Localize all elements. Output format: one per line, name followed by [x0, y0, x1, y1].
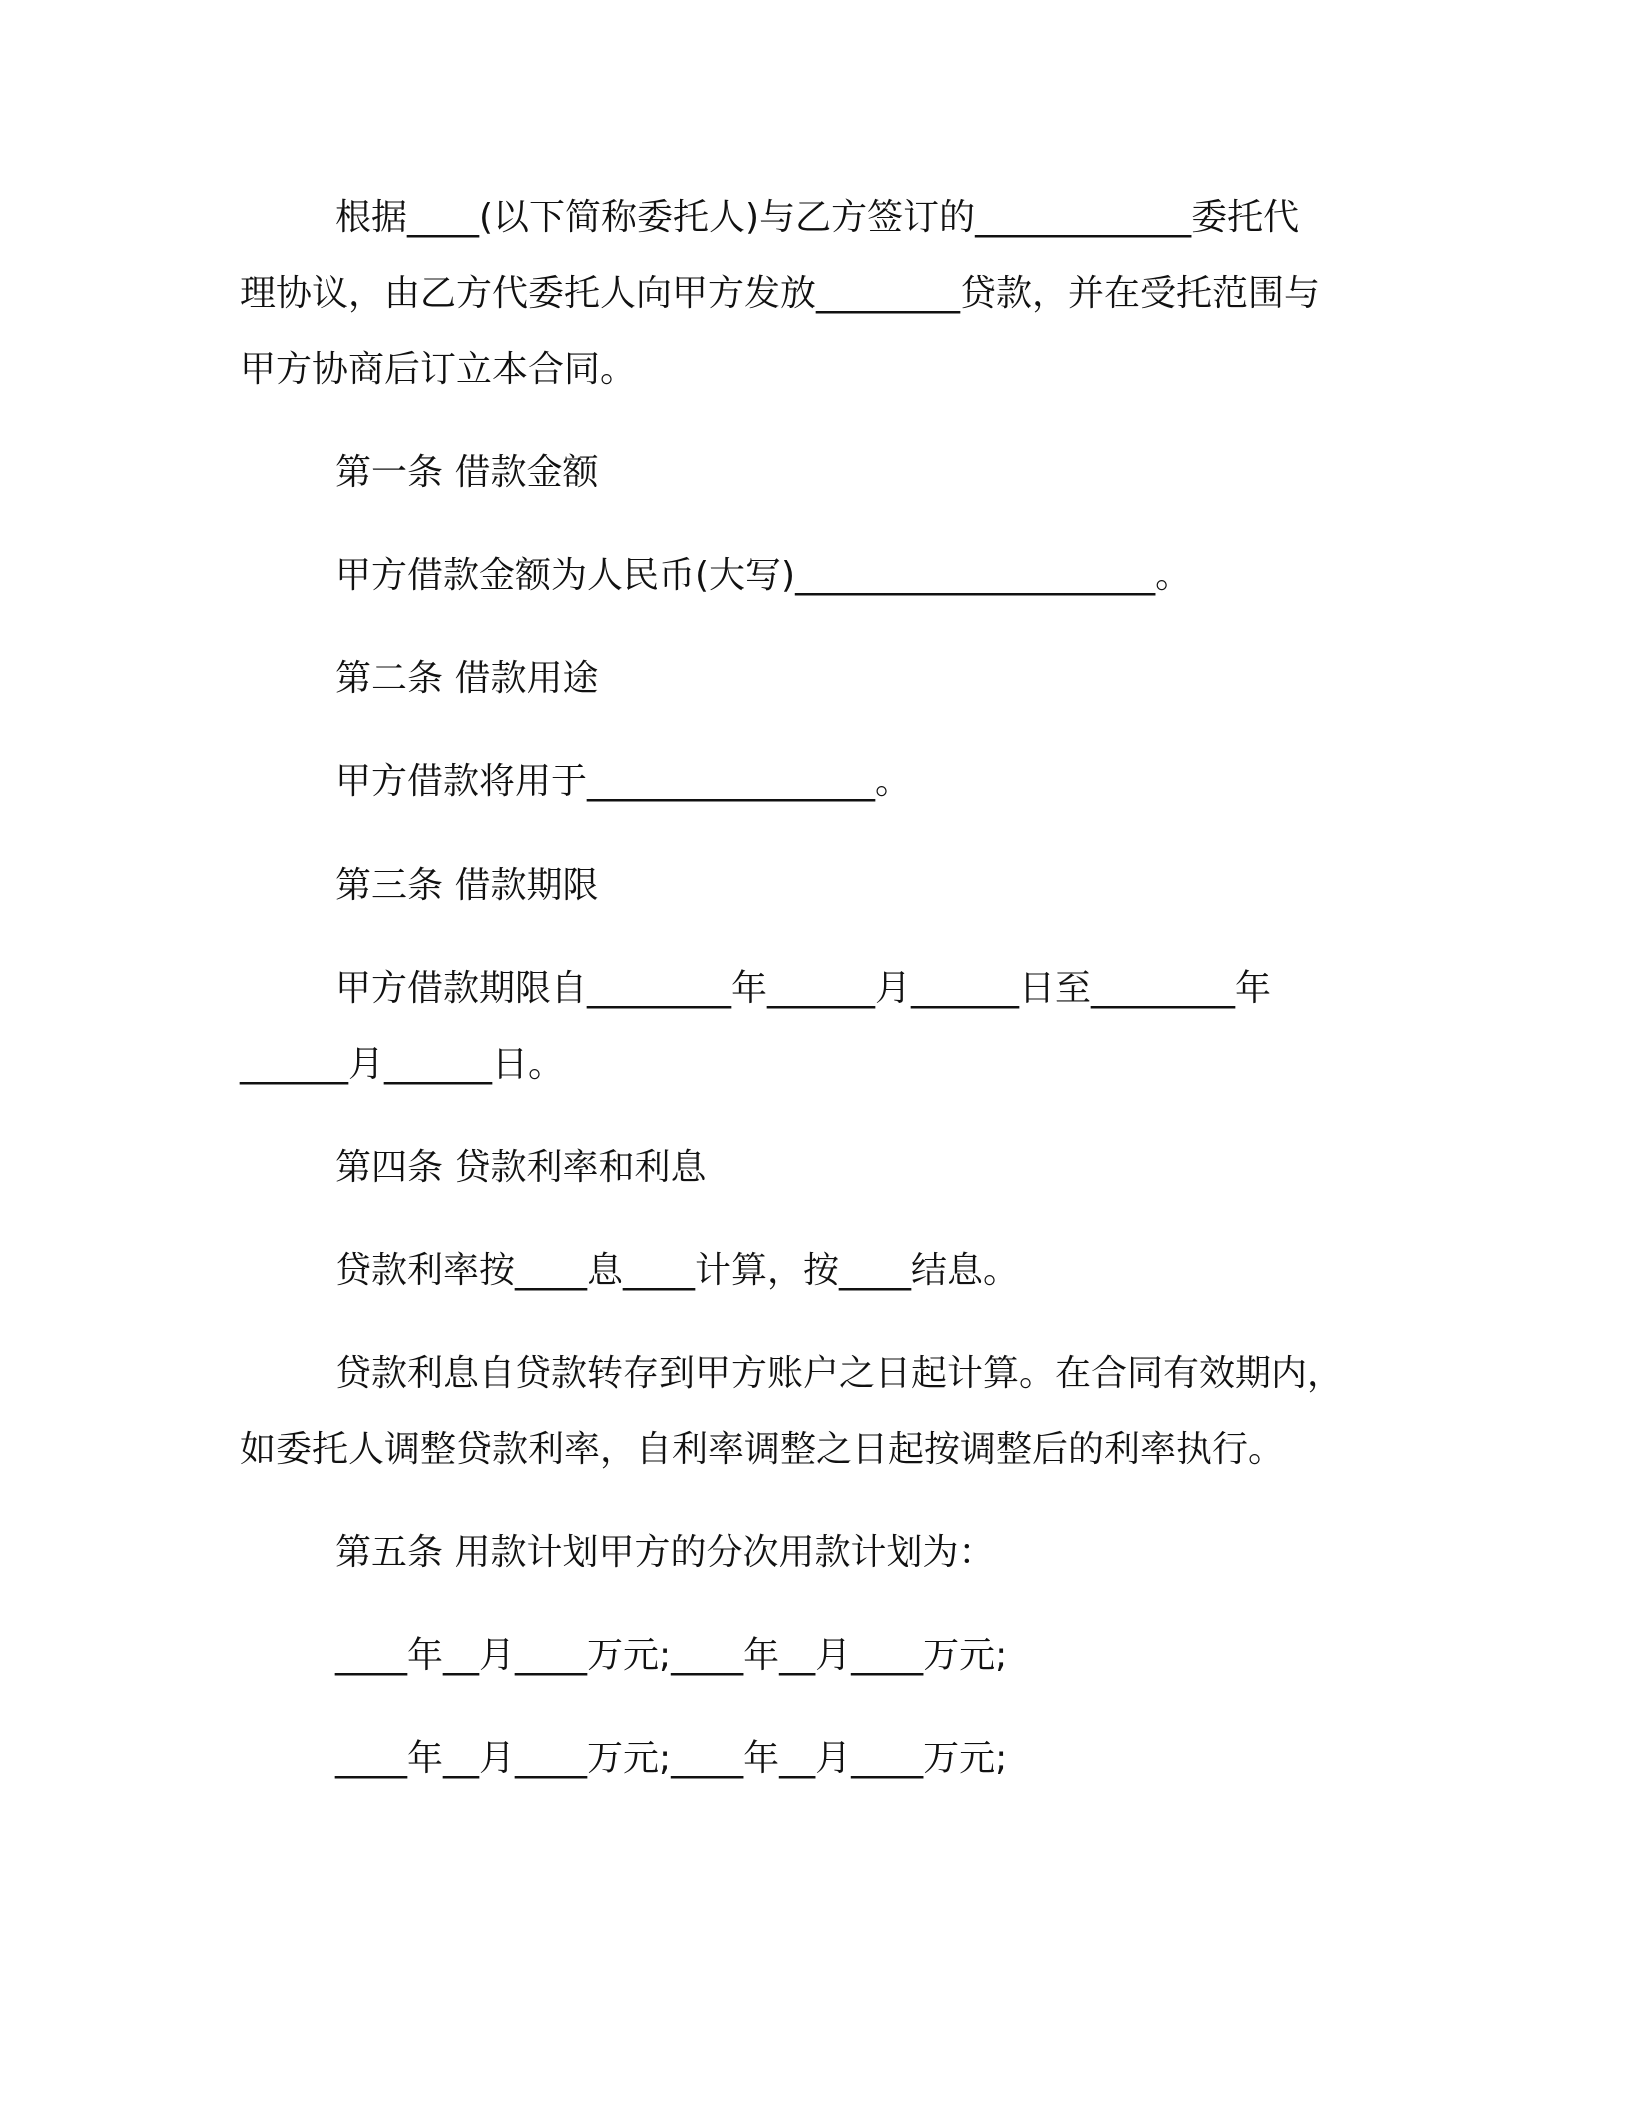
- intro-line-2: 理协议，由乙方代委托人向甲方发放________贷款，并在受托范围与: [240, 273, 1321, 314]
- article-4-heading: 第四条 贷款利率和利息: [335, 1147, 707, 1188]
- article-5-heading: 第五条 用款计划甲方的分次用款计划为：: [335, 1532, 995, 1573]
- article-1-body: 甲方借款金额为人民币(大写)____________________。: [335, 555, 1192, 596]
- article-5-plan-line-2: ____年__月____万元;____年__月____万元;: [335, 1738, 1008, 1779]
- article-3-heading: 第三条 借款期限: [335, 865, 599, 906]
- article-5-plan-line-1: ____年__月____万元;____年__月____万元;: [335, 1635, 1008, 1676]
- article-4-body-2-line-2: 如委托人调整贷款利率，自利率调整之日起按调整后的利率执行。: [240, 1429, 1285, 1470]
- intro-line-1: 根据____(以下简称委托人)与乙方签订的____________委托代: [335, 197, 1300, 238]
- intro-line-3: 甲方协商后订立本合同。: [240, 349, 637, 390]
- article-2-body: 甲方借款将用于________________。: [335, 761, 912, 802]
- article-2-heading: 第二条 借款用途: [335, 658, 599, 699]
- article-4-body-2-line-1: 贷款利息自贷款转存到甲方账户之日起计算。在合同有效期内，: [335, 1353, 1344, 1394]
- article-1-heading: 第一条 借款金额: [335, 452, 599, 493]
- article-3-body-line-1: 甲方借款期限自________年______月______日至________年: [335, 968, 1272, 1009]
- article-4-body-1: 贷款利率按____息____计算，按____结息。: [335, 1250, 1020, 1291]
- article-3-body-line-2: ______月______日。: [240, 1044, 565, 1085]
